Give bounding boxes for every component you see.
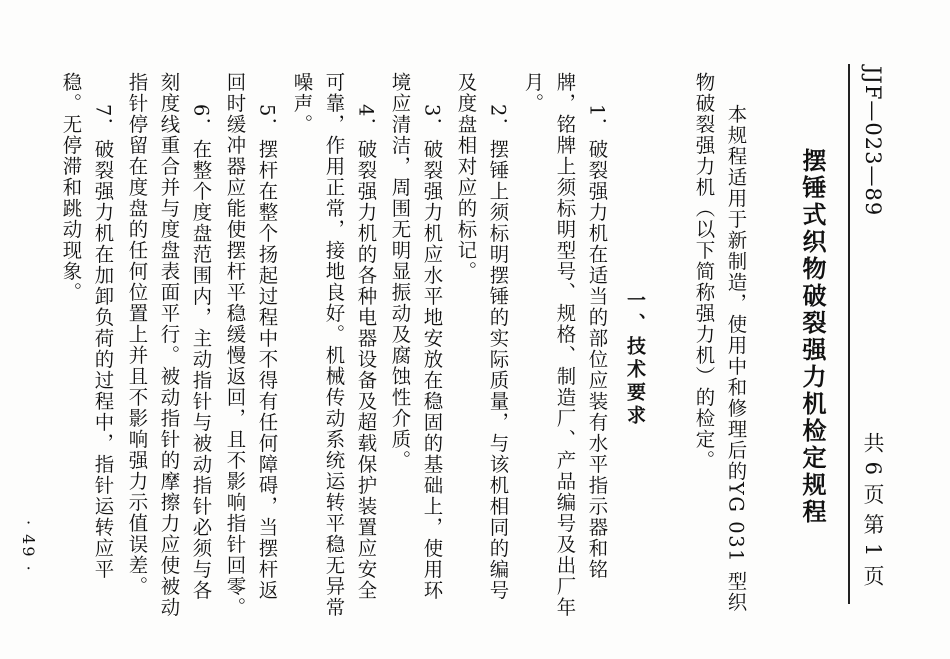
paragraph-line: 1．破裂强力机在适当的部位应装有水平指示器和铭 — [585, 104, 609, 580]
paragraph-line: 指针停留在度盘的任何位置上并且不影响强力示值误差。 — [125, 72, 149, 597]
paragraph-line: 稳。无停滞和跳动现象。 — [59, 72, 83, 303]
paragraph-line: 2．摆锤上须标明摆锤的实际质量，与该机相同的编号 — [486, 104, 510, 601]
paragraph-line: 及度盘相对应的标记。 — [454, 72, 478, 282]
page-count: 共 6 页 第 1 页 — [861, 432, 885, 588]
document-title: 摆锤式织物破裂强力机检定规程 — [798, 148, 827, 526]
paragraph-line: 7．破裂强力机在加卸负荷的过程中，指针运转应平 — [91, 104, 115, 580]
page-number: · 49 · — [19, 520, 38, 573]
paragraph-line: 5．摆杆在整个扬起过程中不得有任何障碍，当摆杆返 — [255, 104, 279, 601]
paragraph-line: 牌，铭牌上须标明型号、规格、制造厂、产品编号及出厂年 — [553, 72, 577, 618]
intro-line: 本规程适用于新制造，使用中和修理后的YG 031 型织 — [724, 104, 748, 613]
paragraph-line: 3．破裂强力机应水平地安放在稳固的基础上，使用环 — [420, 104, 444, 601]
intro-line: 物破裂强力机（以下简称强力机）的检定。 — [692, 72, 716, 471]
paragraph-line: 回时缓冲器应能使摆杆平稳缓慢返回，且不影响指针回零。 — [223, 72, 247, 618]
section-heading: 一、技术要求 — [624, 290, 646, 428]
paragraph-line: 月。 — [521, 72, 545, 114]
paragraph-line: 可靠，作用正常，接地良好。机械传动系统运转平稳无异常 — [322, 72, 346, 618]
paragraph-line: 6．在整个度盘范围内，主动指针与被动指针必须与各 — [189, 104, 213, 601]
paragraph-line: 境应清洁，周围无明显振动及腐蚀性介质。 — [388, 72, 412, 471]
standard-code: JJF—023—89 — [861, 66, 885, 217]
paragraph-line: 4．破裂强力机的各种电器设备及超载保护装置应安全 — [354, 104, 378, 601]
paragraph-line: 刻度线重合并与度盘表面平行。被动指针的摩擦力应使被动 — [157, 72, 181, 618]
header-rule — [848, 64, 850, 604]
paragraph-line: 噪声。 — [290, 72, 314, 135]
